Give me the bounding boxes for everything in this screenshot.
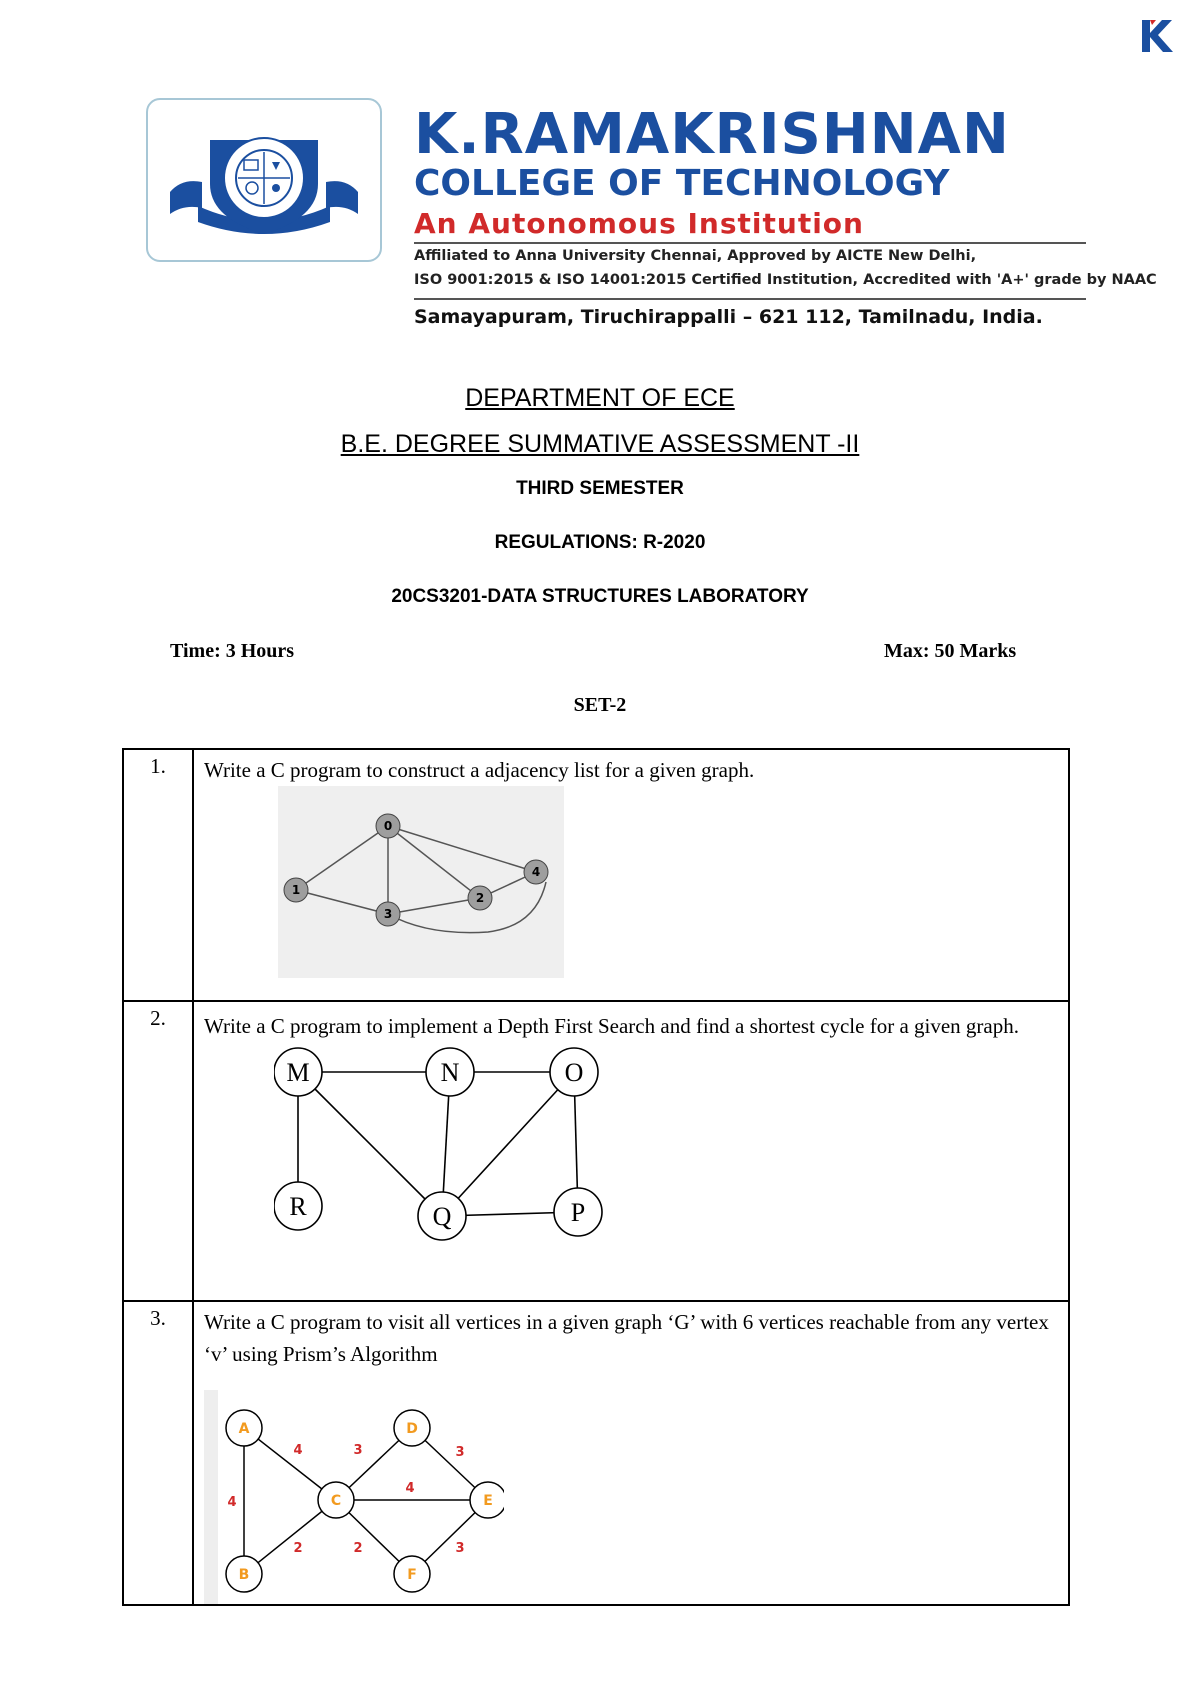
question-text: Write a C program to implement a Depth First Search and find a shortest cycle for a given graph. [204, 1014, 1019, 1038]
affiliation-line2: ISO 9001:2015 & ISO 14001:2015 Certified Institution, Accredited with 'A+' grade by NAAC [414, 272, 1157, 288]
graph-node-label: 3 [383, 907, 393, 921]
department-heading [0, 384, 1200, 413]
graph-node-label: A [238, 1421, 250, 1437]
graph-node-label: 1 [291, 883, 301, 897]
figure-background [278, 786, 564, 978]
question-text: Write a C program to construct a adjacency list for a given graph. [204, 758, 755, 782]
edge-weight-f-e: 3 [455, 1541, 465, 1556]
graph-node-label: E [483, 1493, 493, 1509]
adjacency-graph-figure [278, 786, 564, 978]
kr-corner-logo [1138, 14, 1178, 56]
graph-node-label: M [286, 1058, 310, 1087]
graph-node-label: O [564, 1058, 584, 1087]
college-name-line2: COLLEGE OF TECHNOLOGY [414, 163, 950, 204]
assessment-text: B.E. DEGREE SUMMATIVE ASSESSMENT -II [340, 430, 860, 458]
max-marks: Max: 50 Marks [884, 640, 1017, 662]
graph-node-label: F [407, 1567, 417, 1583]
question-row-3 [123, 1301, 1069, 1605]
question-number: 1. [123, 749, 193, 1001]
graph-node-label: Q [432, 1202, 452, 1231]
question-row-2 [123, 1001, 1069, 1301]
regulations-heading: REGULATIONS: R-2020 [494, 532, 706, 553]
edge-weight-a-c: 4 [293, 1443, 303, 1458]
semester-heading: THIRD SEMESTER [516, 478, 684, 499]
graph-node-label: N [440, 1058, 460, 1087]
college-title-block [414, 102, 1157, 332]
college-name-line1: K.RAMAKRISHNAN [414, 102, 1010, 167]
question-body [193, 749, 1069, 1001]
edge-weight-b-c: 2 [293, 1541, 303, 1556]
department-text: DEPARTMENT OF ECE [465, 384, 735, 412]
figure-edge-strip [204, 1390, 218, 1604]
graph-node-label: 0 [383, 819, 393, 833]
college-emblem-box [146, 98, 382, 262]
college-tagline: An Autonomous Institution [414, 207, 864, 240]
edge-weight-c-f: 2 [353, 1541, 363, 1556]
assessment-heading [0, 430, 1200, 459]
affiliation-line1: Affiliated to Anna University Chennai, Approved by AICTE New Delhi, [414, 248, 977, 264]
edge-weight-c-e: 4 [405, 1481, 415, 1496]
graph-node-label: B [238, 1567, 250, 1583]
college-address: Samayapuram, Tiruchirappalli – 621 112, Tamilnadu, India. [414, 306, 1043, 328]
question-number: 3. [123, 1301, 193, 1605]
graph-node-label: D [406, 1421, 418, 1437]
prims-graph-figure [204, 1390, 504, 1604]
set-label: SET-2 [573, 694, 627, 716]
question-number: 2. [123, 1001, 193, 1301]
edge-weight-a-b: 4 [227, 1495, 237, 1510]
graph-node-label: R [289, 1192, 307, 1221]
question-body [193, 1001, 1069, 1301]
address-divider [414, 298, 1086, 300]
edge-weight-c-d: 3 [353, 1443, 363, 1458]
graph-node-label: P [570, 1198, 586, 1227]
question-body [193, 1301, 1069, 1605]
question-row-1 [123, 749, 1069, 1001]
question-text: Write a C program to visit all vertices in a given graph ‘G’ with 6 vertices reachable from any vertex ‘v’ using Prism’s Algorithm [204, 1310, 1049, 1366]
graph-node-label: C [330, 1493, 342, 1509]
college-emblem-icon [162, 118, 366, 242]
questions-table [122, 748, 1070, 1606]
dfs-graph-figure [274, 1046, 614, 1246]
graph-node-label: 4 [531, 865, 541, 879]
course-heading: 20CS3201-DATA STRUCTURES LABORATORY [391, 586, 809, 607]
graph-node-label: 2 [475, 891, 485, 905]
edge-weight-d-e: 3 [455, 1445, 465, 1460]
exam-time: Time: 3 Hours [170, 640, 295, 662]
